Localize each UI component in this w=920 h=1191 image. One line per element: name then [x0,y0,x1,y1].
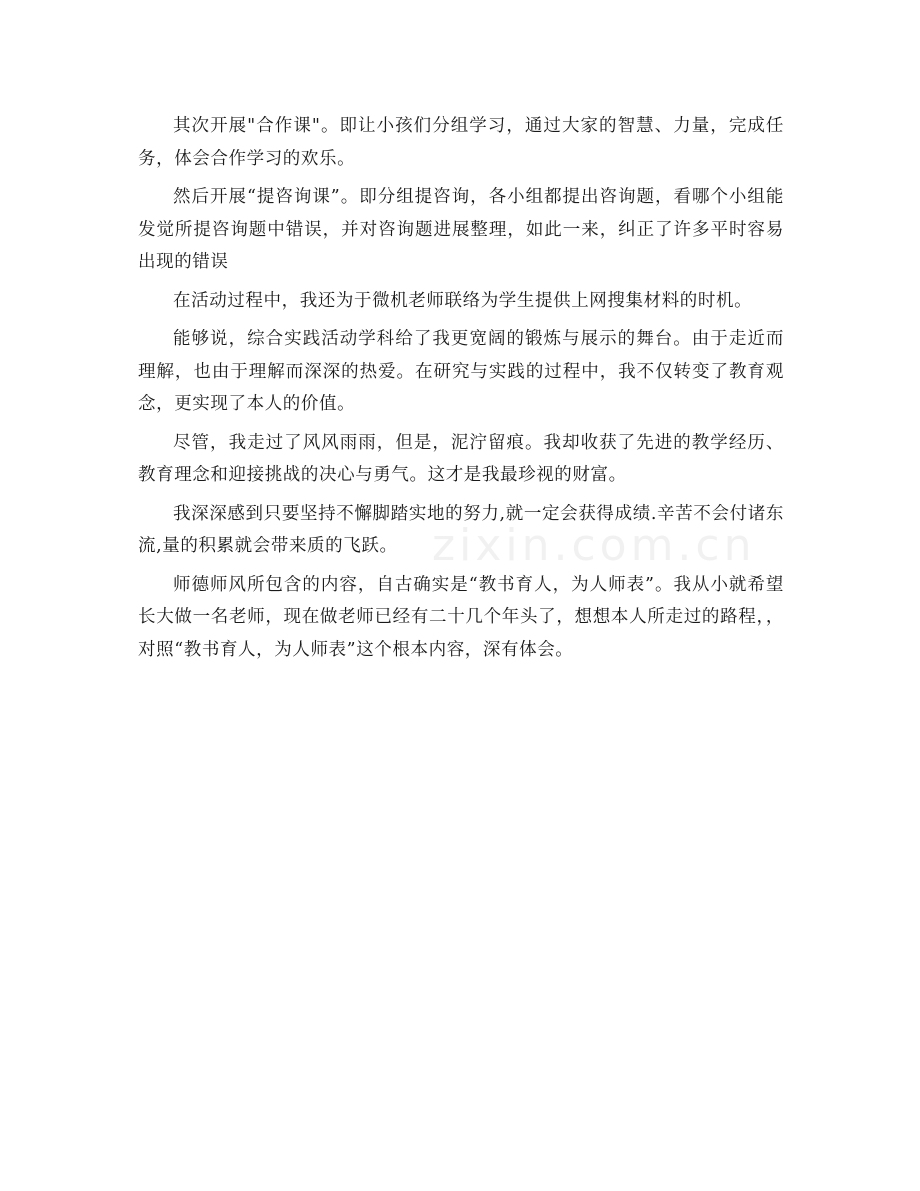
paragraph-harvest: 尽管，我走过了风风雨雨，但是，泥泞留痕。我却收获了先进的教学经历、教育理念和迎接挑战的决心与勇气。这才是我最珍视的财富。 [138,432,784,485]
paragraph-cooperation-class: 其次开展"合作课"。即让小孩们分组学习，通过大家的智慧、力量，完成任务，体会合作学习的欢乐。 [138,116,784,169]
document-body [138,110,784,672]
paragraph-teacher-ethics: 师德师风所包含的内容，自古确实是“教书育人，为人师表”。我从小就希望长大做一名老师，现在做老师已经有二十几个年头了，想想本人所走过的路程，，对照“教书育人，为人师表”这个根本内容，深有体会。 [138,574,784,660]
watermark-text: zixin.com.cn [432,520,756,571]
paragraph-activity-process: 在活动过程中，我还为于微机老师联络为学生提供上网搜集材料的时机。 [173,290,753,311]
paragraph-practice-stage: 能够说，综合实践活动学科给了我更宽阔的锻炼与展示的舞台。由于走近而理解，也由于理解而深深的热爱。在研究与实践的过程中，我不仅转变了教育观念，更实现了本人的价值。 [138,329,784,414]
paragraph-question-class: 然后开展“提咨询课”。即分组提咨询，各小组都提出咨询题，看哪个小组能发觉所提咨询题中错误，并对咨询题进展整理，如此一来，纠正了许多平时容易出现的错误 [138,187,784,272]
paragraph-persistence: 我深深感到只要坚持不懈脚踏实地的努力,就一定会获得成绩.辛苦不会付诸东流,量的积累就会带来质的飞跃。 [138,503,784,556]
